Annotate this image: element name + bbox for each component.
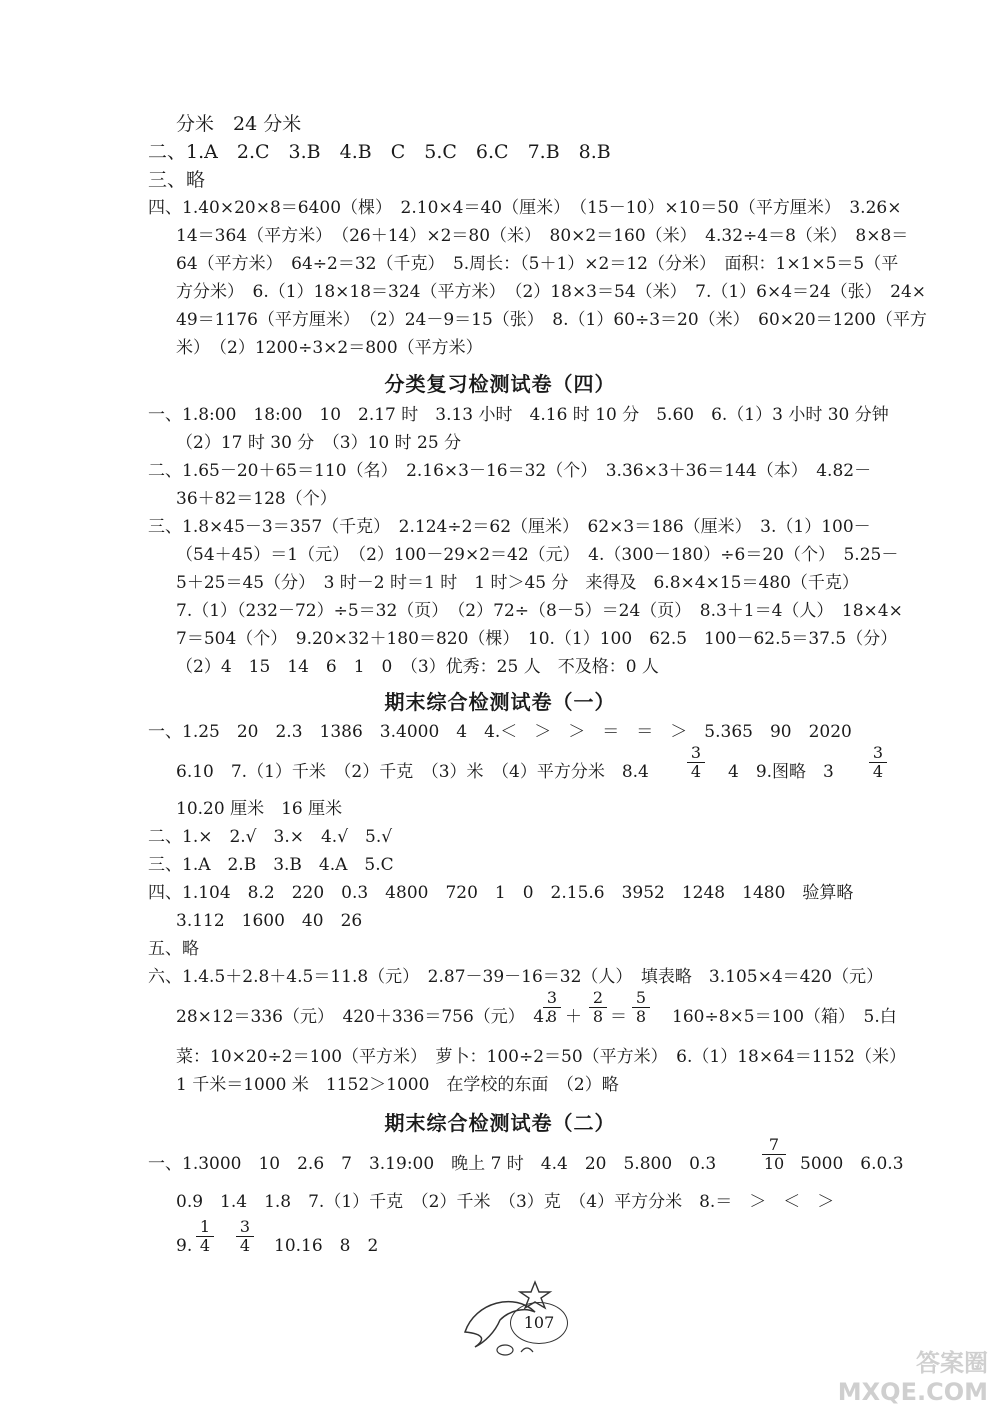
- answer-line: 四、1.104 8.2 220 0.3 4800 720 1 0 2.15.6 3952 1248 1480 验算略: [148, 883, 854, 903]
- answer-line: 菜：10×20÷2＝100（平方米） 萝卜：100÷2＝50（平方米） 6.（1）18×64＝1152（米）: [176, 1047, 906, 1067]
- answer-line: （2）17 时 30 分 （3）10 时 25 分: [176, 433, 462, 453]
- fraction-three-quarters: [687, 744, 705, 781]
- denominator: 10: [763, 1154, 785, 1173]
- answer-line: 五、略: [148, 939, 199, 959]
- answer-line: 5000 6.0.3: [800, 1154, 904, 1174]
- answer-line: 1 千米＝1000 米 1152＞1000 在学校的东面 （2）略: [176, 1075, 619, 1095]
- answer-line: 6.10 7.（1）千米 （2）千克 （3）米 （4）平方分米 8.4: [176, 762, 649, 782]
- answer-line: （2）4 15 14 6 1 0 （3）优秀：25 人 不及格：0 人: [176, 657, 659, 677]
- answer-line: 5＋25＝45（分） 3 时－2 时＝1 时 1 时＞45 分 来得及 6.8×4×15＝480（千克）: [176, 573, 859, 593]
- denominator: 8: [546, 1007, 558, 1026]
- answer-line: 二、1.× 2.√ 3.× 4.√ 5.√: [148, 827, 393, 847]
- fraction-one-quarter: [196, 1218, 214, 1255]
- page-footer: [455, 1262, 595, 1372]
- answer-line: 四、1.40×20×8＝6400（棵） 2.10×4＝40（厘米） （15－10）×10＝50（平方厘米） 3.26×: [148, 198, 902, 218]
- denominator: 4: [239, 1236, 251, 1255]
- answer-line: 9.: [176, 1236, 193, 1256]
- answer-line: 4 9.图略 3: [728, 762, 834, 782]
- answer-line: 10.20 厘米 16 厘米: [176, 799, 343, 819]
- answer-line: 10.16 8 2: [274, 1236, 379, 1256]
- denominator: 8: [635, 1007, 647, 1026]
- answer-line: 28×12＝336（元） 420＋336＝756（元） 4.: [176, 1007, 550, 1027]
- answer-line: 三、1.A 2.B 3.B 4.A 5.C: [148, 855, 394, 875]
- fraction-seven-tenths: [762, 1136, 786, 1173]
- answer-line: 一、1.8:00 18:00 10 2.17 时 3.13 小时 4.16 时 10 分 5.60 6.（1）3 小时 30 分钟: [148, 405, 889, 425]
- answer-line: （54＋45）＝1（元） （2）100－29×2＝42（元） 4.（300－180）÷6＝20（个） 5.25－: [176, 545, 899, 565]
- watermark-text: 答案圈 MXQE.COM: [837, 1349, 988, 1406]
- numerator: 7: [762, 1136, 786, 1155]
- answer-line: 二、1.A 2.C 3.B 4.B C 5.C 6.C 7.B 8.B: [148, 141, 611, 163]
- answer-line: 64（平方米） 64÷2＝32（千克） 5.周长：（5＋1）×2＝12（分米） 面积：1×1×5＝5（平: [176, 254, 899, 274]
- answer-line: 14＝364（平方米） （26＋14）×2＝80（米） 80×2＝160（米） 4.32÷4＝8（米） 8×8＝: [176, 226, 909, 246]
- answer-line: 0.9 1.4 1.8 7.（1）千克 （2）千米 （3）克 （4）平方分米 8.＝ ＞ ＜ ＞: [176, 1192, 835, 1212]
- answer-line: 三、1.8×45－3＝357（千克） 2.124÷2＝62（厘米） 62×3＝186（厘米） 3.（1）100－: [148, 517, 871, 537]
- fraction-two-eighths: [589, 989, 607, 1026]
- numerator: 2: [589, 989, 607, 1008]
- numerator: 3: [543, 989, 561, 1008]
- answer-line: 分米 24 分米: [176, 113, 302, 135]
- denominator: 8: [592, 1007, 604, 1026]
- denominator: 4: [199, 1236, 211, 1255]
- section-title: 分类复习检测试卷（四）: [384, 372, 616, 396]
- equals-sign: ＝: [610, 1007, 627, 1027]
- denominator: 4: [690, 762, 702, 781]
- answer-line: 160÷8×5＝100（箱） 5.白: [672, 1007, 897, 1027]
- answer-line: 二、1.65－20＋65＝110（名） 2.16×3－16＝32（个） 3.36×3＋36＝144（本） 4.82－: [148, 461, 872, 481]
- page-number: 107: [510, 1302, 568, 1344]
- numerator: 3: [687, 744, 705, 763]
- answer-line: 方分米） 6.（1）18×18＝324（平方米） （2）18×3＝54（米） 7.（1）6×4＝24（张） 24×: [176, 282, 927, 302]
- answer-line: 7＝504（个） 9.20×32＋180＝820（棵） 10.（1）100 62.5 100－62.5＝37.5（分）: [176, 629, 898, 649]
- numerator: 3: [236, 1218, 254, 1237]
- answer-line: 3.112 1600 40 26: [176, 911, 363, 931]
- answer-line: 49＝1176（平方厘米） （2）24－9＝15（张） 8.（1）60÷3＝20（米） 60×20＝1200（平方: [176, 310, 927, 330]
- answer-line: 三、略: [148, 169, 206, 191]
- answer-line: 米） （2）1200÷3×2＝800（平方米）: [176, 338, 483, 358]
- answer-line: 36＋82＝128（个）: [176, 489, 337, 509]
- numerator: 1: [196, 1218, 214, 1237]
- section-title: 期末综合检测试卷（二）: [384, 1111, 616, 1135]
- fraction-three-quarters: [236, 1218, 254, 1255]
- denominator: 4: [872, 762, 884, 781]
- watermark: [790, 1268, 1000, 1418]
- numerator: 3: [869, 744, 887, 763]
- answer-line: 一、1.3000 10 2.6 7 3.19:00 晚上 7 时 4.4 20 5.800 0.3: [148, 1154, 717, 1174]
- section-title: 期末综合检测试卷（一）: [384, 690, 616, 714]
- answer-line: 六、1.4.5＋2.8＋4.5＝11.8（元） 2.87－39－16＝32（人） 填表略 3.105×4＝420（元）: [148, 967, 884, 987]
- numerator: 5: [632, 989, 650, 1008]
- fraction-three-quarters: [869, 744, 887, 781]
- answer-line: 7.（1）（232－72）÷5＝32（页） （2）72÷（8－5）＝24（页） 8.3＋1＝4（人） 18×4×: [176, 601, 903, 621]
- plus-sign: ＋: [565, 1007, 582, 1027]
- fraction-five-eighths: [632, 989, 650, 1026]
- fraction-three-eighths: [543, 989, 561, 1026]
- answer-line: 一、1.25 20 2.3 1386 3.4000 4 4.＜ ＞ ＞ ＝ ＝ ＞ 5.365 90 2020: [148, 722, 852, 742]
